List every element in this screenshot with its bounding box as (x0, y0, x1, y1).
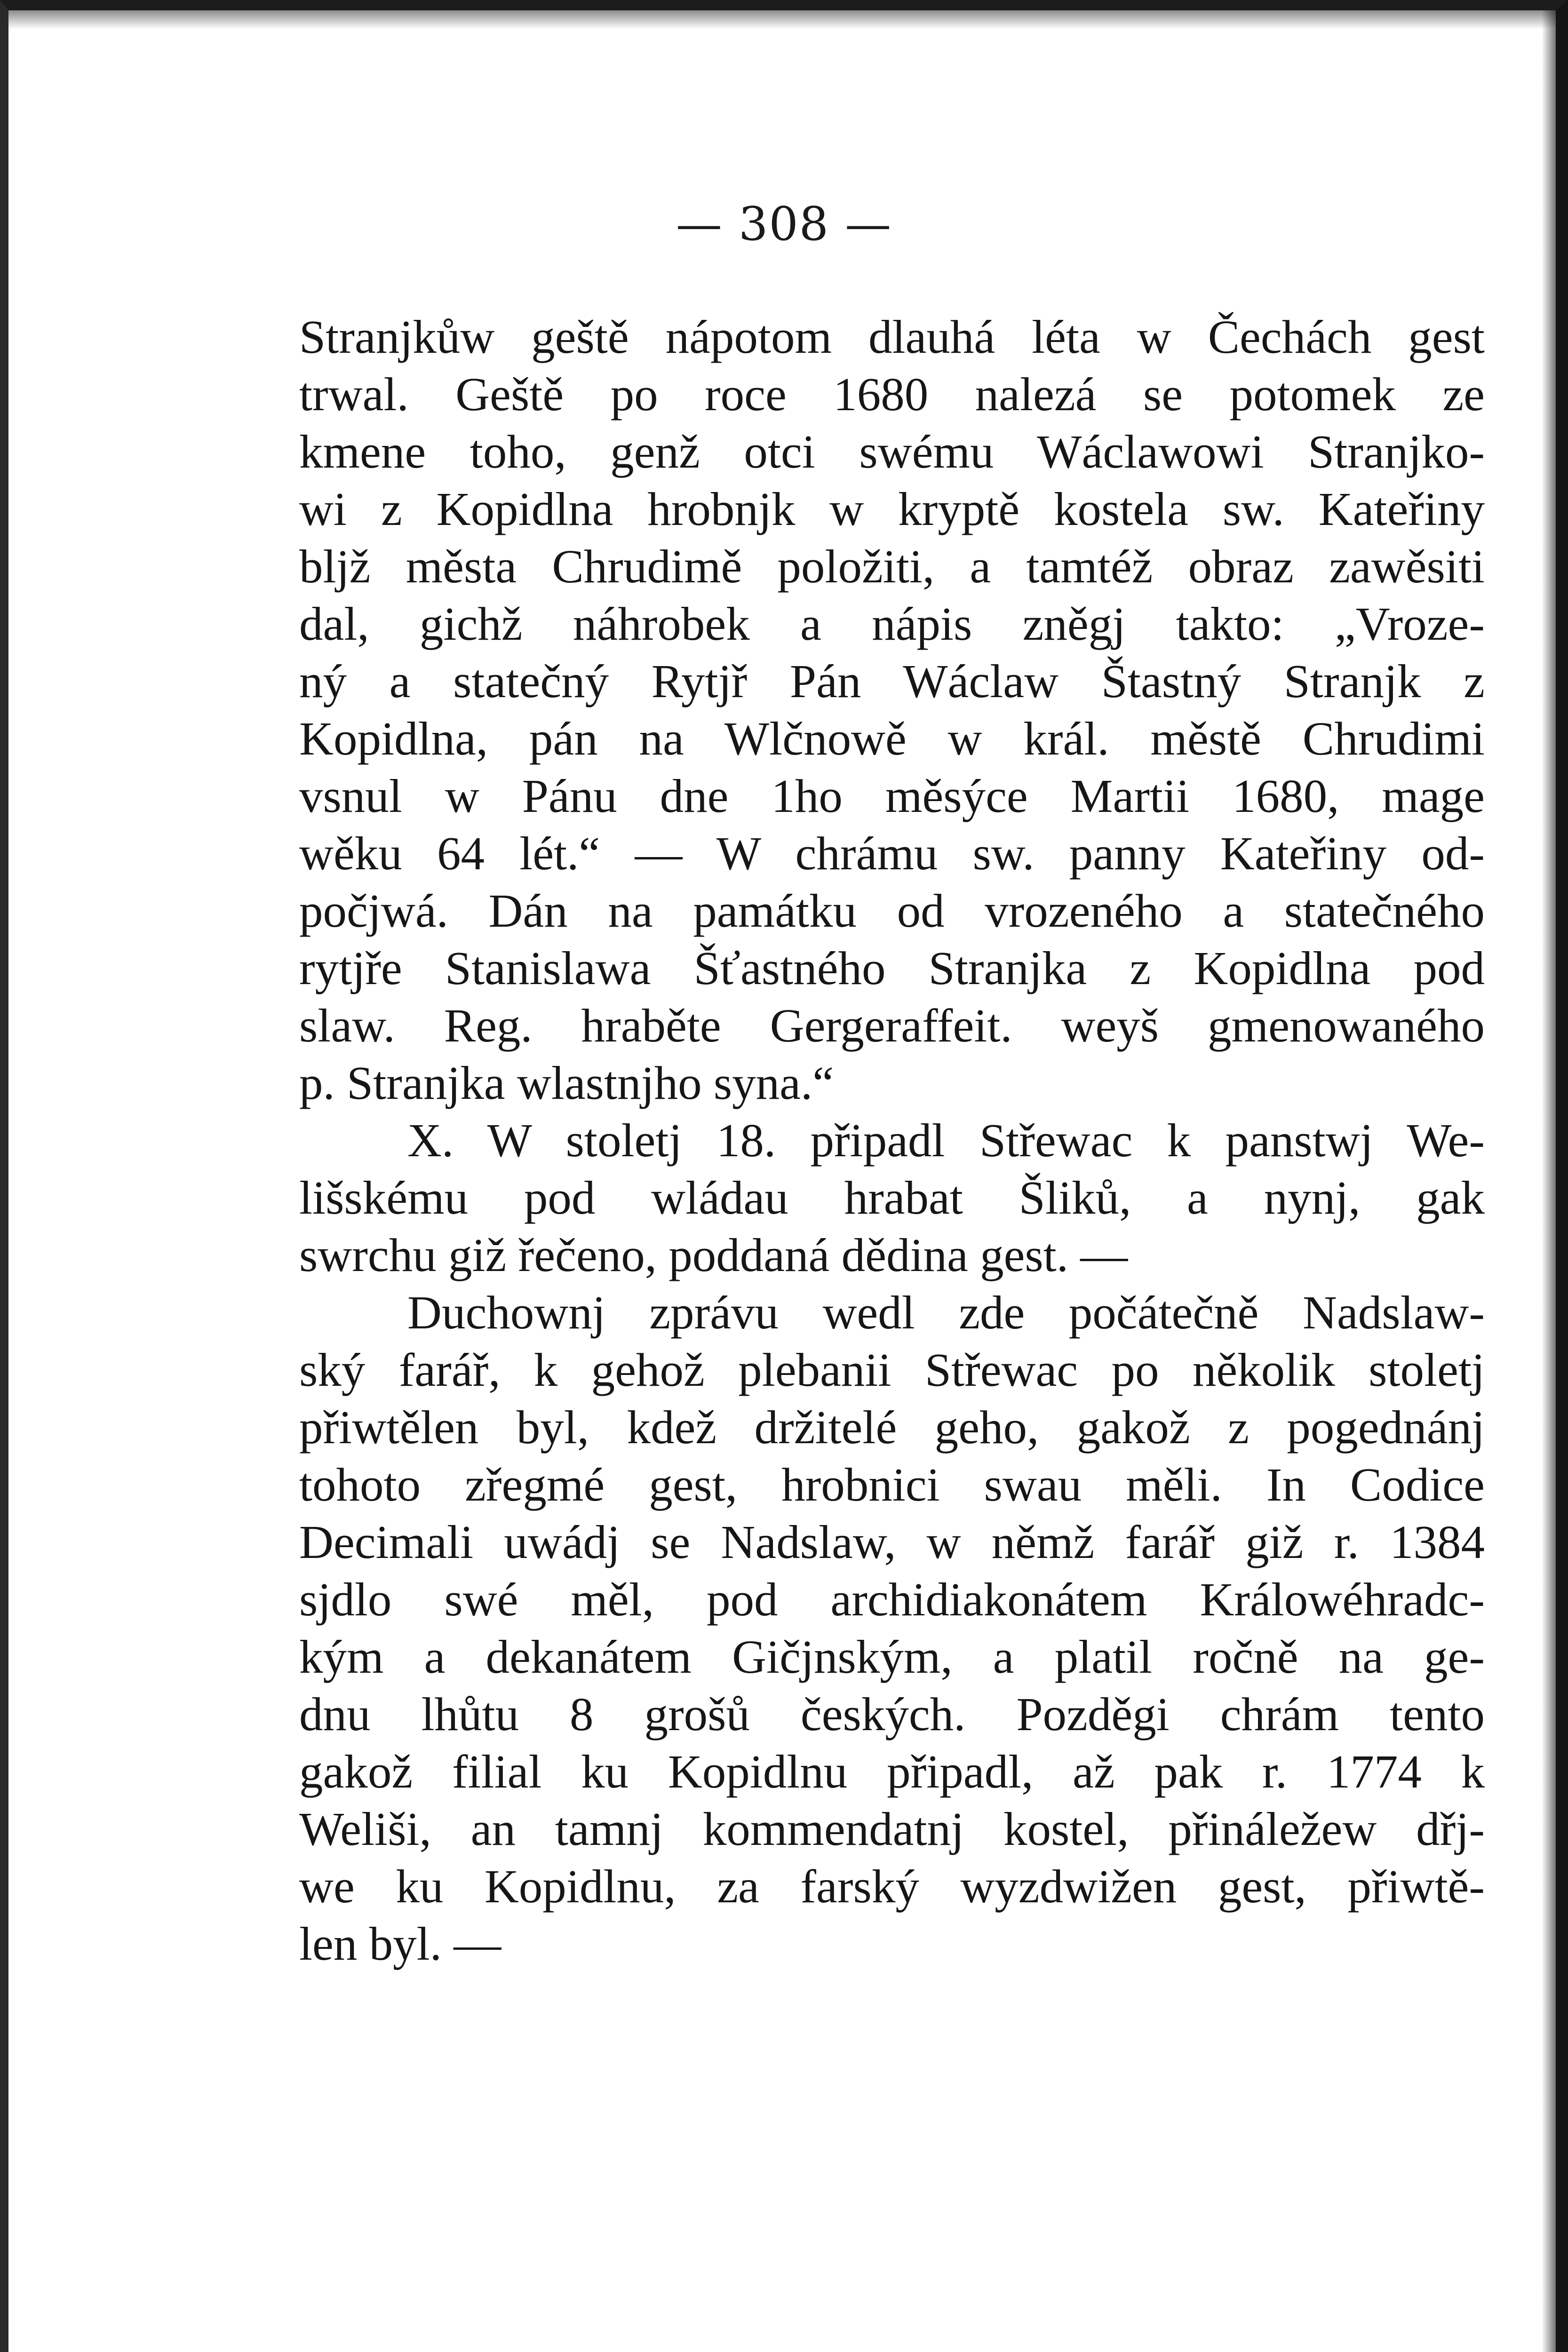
text-line: len byl. — (299, 1917, 501, 1970)
text-line: tohoto zřegmé gest, hrobnici swau měli. In Codice (299, 1458, 1485, 1511)
text-line: Duchownj zprávu wedl zde počátečně Nadslaw- (407, 1286, 1485, 1339)
text-line: ný a statečný Rytjř Pán Wáclaw Štastný Stranjk z (299, 655, 1485, 707)
text-line: počjwá. Dán na památku od vrozeného a statečného (299, 884, 1485, 937)
text-line: kým a dekanátem Gičjnským, a platil ročně na ge- (299, 1630, 1485, 1683)
text-line: dal, gichž náhrobek a nápis zněgj takto: „Vroze- (299, 597, 1485, 650)
text-line: X. W stoletj 18. připadl Střewac k panstwj We- (407, 1114, 1485, 1167)
text-line: p. Stranjka wlastnjho syna.“ (299, 1057, 834, 1109)
text-line: trwal. Geště po roce 1680 nalezá se potomek ze (299, 368, 1485, 421)
text-line: Kopidlna, pán na Wlčnowě w král. městě Chrudimi (299, 712, 1485, 765)
text-line: sjdlo swé měl, pod archidiakonátem Králowéhradc- (299, 1573, 1485, 1626)
scan-shadow-top (8, 10, 1556, 29)
text-line: wi z Kopidlna hrobnjk w kryptě kostela sw. Kateřiny (299, 483, 1485, 535)
text-line: swrchu giž řečeno, poddaná dědina gest. — (299, 1229, 1128, 1281)
text-line: Decimali uwádj se Nadslaw, w němž farář giž r. 1384 (299, 1516, 1485, 1568)
text-line: gakož filial ku Kopidlnu připadl, až pak r. 1774 k (299, 1745, 1485, 1798)
text-line: Stranjkůw geště nápotom dlauhá léta w Čechách gest (299, 310, 1485, 363)
scan-shadow-right (1542, 10, 1556, 2352)
text-line: přiwtělen byl, kdež držitelé geho, gakož z pogednánj (299, 1401, 1485, 1454)
text-line: rytjře Stanislawa Šťastného Stranjka z Kopidlna pod (299, 942, 1485, 994)
page-number: — 308 — (676, 198, 892, 251)
text-line: wěku 64 lét.“ — W chrámu sw. panny Kateřiny od- (299, 827, 1485, 880)
text-line: ský farář, k gehož plebanii Střewac po několik stoletj (299, 1343, 1485, 1396)
body-text (299, 308, 1485, 1972)
text-line: Weliši, an tamnj kommendatnj kostel, přináležew dřj- (299, 1803, 1485, 1855)
text-line: dnu lhůtu 8 grošů českých. Pozděgi chrám tento (299, 1688, 1485, 1740)
text-line: kmene toho, genž otci swému Wáclawowi Stranjko- (299, 425, 1485, 478)
text-line: we ku Kopidlnu, za farský wyzdwižen gest, přiwtě- (299, 1860, 1485, 1913)
text-line: slaw. Reg. hraběte Gergeraffeit. weyš gmenowaného (299, 999, 1485, 1052)
text-line: vsnul w Pánu dne 1ho měsýce Martii 1680, mage (299, 770, 1485, 822)
text-line: bljž města Chrudimě položiti, a tamtéž obraz zawěsiti (299, 540, 1485, 593)
text-line: lišskému pod wládau hrabat Šliků, a nynj, gak (299, 1171, 1485, 1224)
